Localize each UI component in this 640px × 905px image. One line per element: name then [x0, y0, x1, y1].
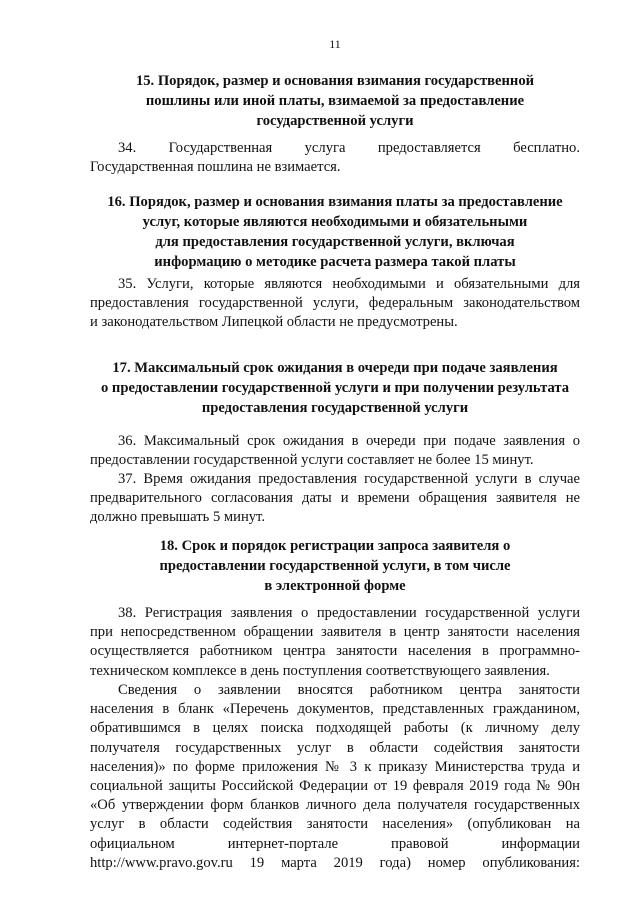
heading-line: информацию о методике расчета размера такой платы: [154, 254, 516, 270]
heading-line: услуг, которые являются необходимыми и обязательными: [142, 214, 528, 230]
text-line: официальном интернет-портале правовой информации: [90, 835, 580, 852]
paragraph-36: [90, 432, 580, 470]
heading-line: 16. Порядок, размер и основания взимания платы за предоставление: [107, 194, 563, 210]
text-line: Государственная пошлина не взимается.: [90, 159, 341, 176]
paragraph-34: [90, 139, 580, 177]
text-line: услуг в области содействия занятости населения» (опубликован на: [90, 816, 580, 833]
page-number: 11: [329, 37, 341, 51]
paragraph-38: [90, 604, 580, 681]
text-line: 38. Регистрация заявления о предоставлении государственной услуги: [118, 605, 580, 621]
text-line: 37. Время ожидания предоставления государственной услуги в случае: [118, 471, 580, 487]
text-line: 34. Государственная услуга предоставляется бесплатно.: [118, 140, 580, 156]
text-line: населения)» по форме приложения № 3 к приказу Министерства труда и: [90, 758, 580, 775]
text-line: «Об утверждении форм бланков личного дела получателя государственных: [90, 797, 580, 814]
heading-line: 17. Максимальный срок ожидания в очереди при подаче заявления: [112, 360, 558, 376]
text-line: социальной защиты Российской Федерации от 19 февраля 2019 года № 90н: [90, 778, 580, 795]
section-16-heading: [90, 192, 580, 272]
text-line: предварительного согласования даты и времени обращения заявителя не: [90, 490, 580, 507]
heading-line: пошлины или иной платы, взимаемой за предоставление: [145, 93, 525, 109]
text-line: и законодательством Липецкой области не предусмотрены.: [90, 314, 458, 331]
text-line: 35. Услуги, которые являются необходимыми и обязательными для: [118, 276, 580, 292]
heading-line: 15. Порядок, размер и основания взимания государственной: [135, 73, 535, 89]
text-line: предоставлении государственной услуги составляет не более 15 минут.: [90, 452, 534, 469]
text-line: предоставления государственной услуги, федеральным законодательством: [90, 295, 580, 312]
section-15-heading: [90, 71, 580, 131]
text-line: при непосредственном обращении заявителя в центр занятости населения: [90, 624, 580, 641]
section-18-heading: [90, 536, 580, 596]
text-line: получателя государственных услуг в области содействия занятости: [90, 739, 580, 756]
heading-line: 18. Срок и порядок регистрации запроса заявителя о: [159, 538, 511, 554]
text-line: http://www.pravo.gov.ru 19 марта 2019 года) номер опубликования:: [90, 854, 580, 871]
heading-line: о предоставлении государственной услуги и при получении результата: [100, 380, 570, 396]
heading-line: предоставлении государственной услуги, в том числе: [159, 558, 511, 574]
paragraph-35: [90, 275, 580, 333]
text-line: обратившимся в целях поиска подходящей работы (к личному делу: [90, 720, 580, 737]
text-line: 36. Максимальный срок ожидания в очереди при подаче заявления о: [118, 433, 580, 449]
text-line: должно превышать 5 минут.: [90, 509, 265, 526]
heading-line: государственной услуги: [256, 113, 414, 129]
heading-line: в электронной форме: [264, 578, 406, 594]
text-line: техническом комплексе в день поступления соответствующего заявления.: [90, 662, 550, 679]
heading-line: предоставления государственной услуги: [201, 400, 469, 416]
paragraph-37: [90, 470, 580, 528]
text-line: Сведения о заявлении вносятся работником центра занятости: [118, 682, 580, 698]
heading-line: для предоставления государственной услуги, включая: [155, 234, 515, 250]
text-line: населения в бланк «Перечень документов, представленных гражданином,: [90, 701, 580, 718]
section-17-heading: [90, 358, 580, 418]
text-line: осуществляется работником центра занятости населения в программно-: [90, 643, 580, 660]
paragraph-39: [90, 681, 580, 873]
